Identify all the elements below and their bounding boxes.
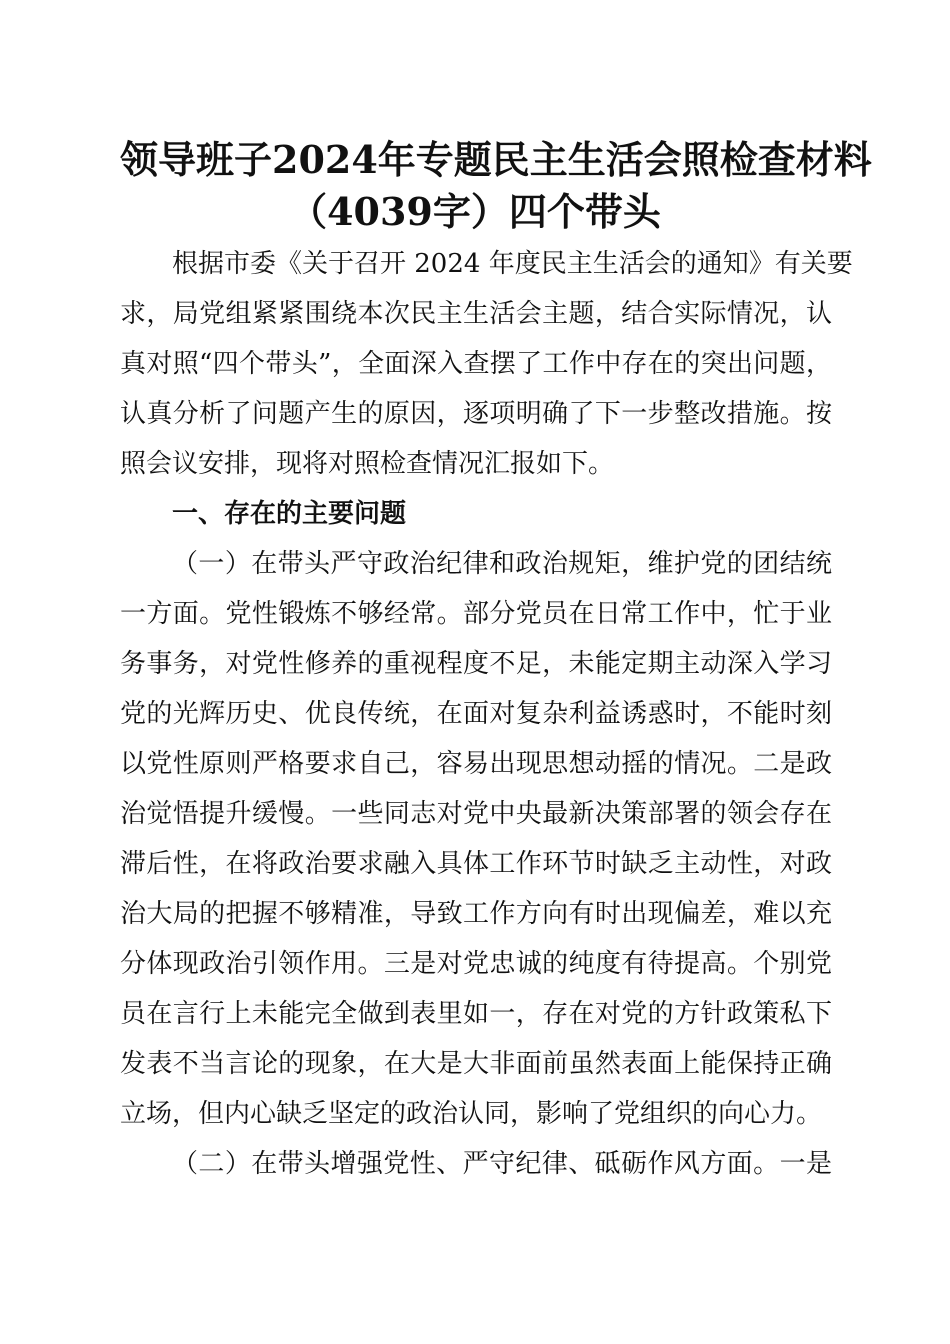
subsection-line: （二）在带头增强党性、严守纪律、砥砺作风方面。一是 [172,1149,832,1179]
subsection-line: （一）在带头严守政治纪律和政治规矩，维护党的团结统 [172,549,832,579]
subsection-line: 以党性原则严格要求自己，容易出现思想动摇的情况。二是政 [120,749,832,779]
subsection-line: 治大局的把握不够精准，导致工作方向有时出现偏差，难以充 [120,899,832,929]
subsection-line: 分体现政治引领作用。三是对党忠诚的纯度有待提高。个别党 [120,949,832,979]
subsection-line: 发表不当言论的现象，在大是大非面前虽然表面上能保持正确 [120,1049,832,1079]
subsection-line: 党的光辉历史、优良传统，在面对复杂利益诱惑时，不能时刻 [120,699,832,729]
subsection-line: 滞后性，在将政治要求融入具体工作环节时缺乏主动性，对政 [120,849,832,879]
subsection-line: 一方面。党性锻炼不够经常。部分党员在日常工作中，忙于业 [120,599,832,629]
intro-line: 真对照“四个带头”，全面深入查摆了工作中存在的突出问题， [120,349,832,379]
intro-line: 求，局党组紧紧围绕本次民主生活会主题，结合实际情况，认 [120,299,832,329]
subsection-line: 员在言行上未能完全做到表里如一，存在对党的方针政策私下 [120,999,832,1029]
document-title-line-2: （4039字）四个带头 [289,189,661,234]
intro-line: 认真分析了问题产生的原因，逐项明确了下一步整改措施。按 [120,399,832,429]
subsection-line: 务事务，对党性修养的重视程度不足，未能定期主动深入学习 [120,649,832,679]
intro-line: 根据市委《关于召开 2024 年度民主生活会的通知》有关要 [172,249,853,279]
intro-line: 照会议安排，现将对照检查情况汇报如下。 [120,449,615,479]
section-heading: 一、存在的主要问题 [172,499,407,529]
document-title-line-1: 领导班子2024年专题民主生活会照检查材料 [120,137,872,182]
subsection-line: 立场，但内心缺乏坚定的政治认同，影响了党组织的向心力。 [120,1099,823,1129]
subsection-line: 治觉悟提升缓慢。一些同志对党中央最新决策部署的领会存在 [120,799,832,829]
